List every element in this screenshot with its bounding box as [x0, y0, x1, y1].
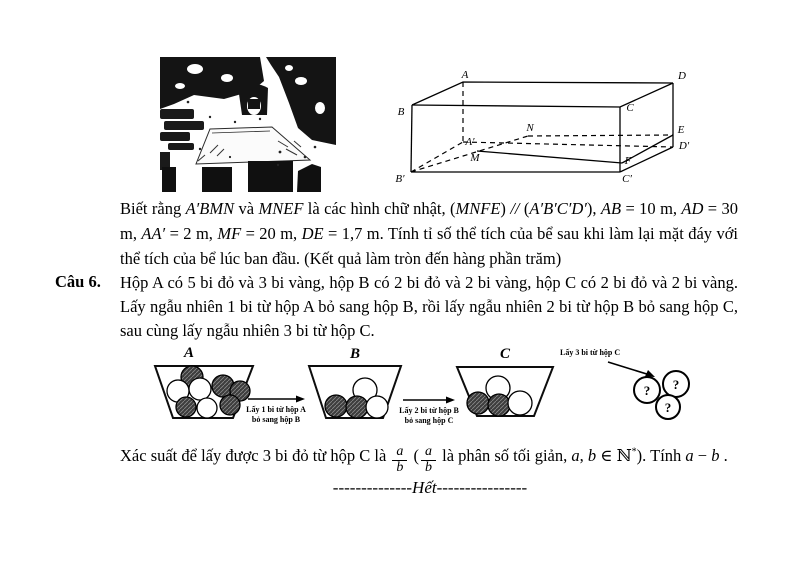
- label-C-prime: C′: [622, 173, 632, 185]
- question-mark: ?: [664, 400, 672, 415]
- box-a: [155, 345, 253, 418]
- tank-solid-edges: [411, 82, 673, 172]
- box-c-balls: [467, 376, 532, 416]
- box-b: [309, 346, 401, 418]
- arrow-c-text: Lấy 3 bi từ hộp C: [560, 348, 621, 357]
- label-F: F: [624, 155, 632, 167]
- arrowhead-icon: [296, 396, 305, 403]
- arrow-bc-text-2: bỏ sang hộp C: [404, 416, 454, 425]
- tank-vertex-labels: [395, 69, 689, 185]
- end-of-exam-line: --------------Hết----------------: [332, 478, 528, 497]
- label-A: A: [461, 69, 469, 81]
- label-M: M: [470, 152, 480, 164]
- label-C: C: [626, 102, 634, 114]
- tank-figure: [390, 52, 705, 187]
- arrow-a-to-b: [246, 396, 306, 425]
- problem6-text: Hộp A có 5 bi đỏ và 3 bi vàng, hộp B có 2 bi đỏ và 2 bi vàng, hộp C có 2 bi đỏ và 2 bi vàng. Lấy ngẫu nhiên 1 bi từ hộp A bỏ sang hộp B, rồi lấy ngẫu nhiên 2 bi từ hộp B bỏ sang hộp C, sau cùng lấy ngẫu nhiên 3 bi từ hộp C.: [120, 273, 738, 340]
- tank-hidden-edges: [411, 82, 673, 172]
- pool-photo: [160, 57, 336, 192]
- label-D-prime: D′: [678, 140, 690, 152]
- problem5-text: Biết rằng A′BMN và MNEF là các hình chữ nhật, (MNFE) // (A′B′C′D′), AB = 10 m, AD = 30 m, AA′ = 2 m, MF = 20 m, DE = 1,7 m. Tính tỉ số thể tích của bể sau khi làm lại mặt đáy với thể tích của bể lúc ban đầu. (Kết quả làm tròn đến hàng phần trăm): [120, 199, 739, 268]
- label-N: N: [526, 122, 534, 134]
- arrowhead-icon: [645, 370, 655, 377]
- label-E: E: [677, 124, 685, 136]
- draw-from-c: [560, 348, 689, 419]
- problem6-label: Câu 6.: [55, 272, 101, 291]
- label-A-prime: A′: [465, 136, 475, 148]
- box-c-label: C: [499, 346, 511, 362]
- label-D: D: [678, 70, 686, 82]
- unknown-balls: [634, 371, 689, 419]
- box-b-balls: [325, 378, 388, 418]
- arrow-b-to-c: [399, 397, 459, 426]
- box-a-label: A: [183, 345, 195, 361]
- arrow-ab-text-2: bỏ sang hộp B: [251, 415, 301, 424]
- box-b-label: B: [349, 346, 361, 362]
- arrow-ab-text-1: Lấy 1 bi từ hộp A: [246, 405, 306, 414]
- question-mark: ?: [643, 383, 651, 398]
- box-c: [457, 346, 553, 416]
- marble-boxes-figure: [140, 337, 740, 442]
- box-a-balls: [167, 366, 250, 418]
- arrow-bc-text-1: Lấy 2 bi từ hộp B: [399, 406, 459, 415]
- arrowhead-icon: [446, 397, 455, 404]
- question-mark: ?: [672, 377, 680, 392]
- label-B: B: [397, 106, 405, 118]
- problem6-question: Xác suất để lấy được 3 bi đỏ từ hộp C là $\frac{a}{b}$ ( $\frac{a}{b}$ là phân số tối giản, a, b ∈ ℕ*). Tính a − b .: [120, 444, 728, 475]
- label-B-prime: B′: [395, 173, 405, 185]
